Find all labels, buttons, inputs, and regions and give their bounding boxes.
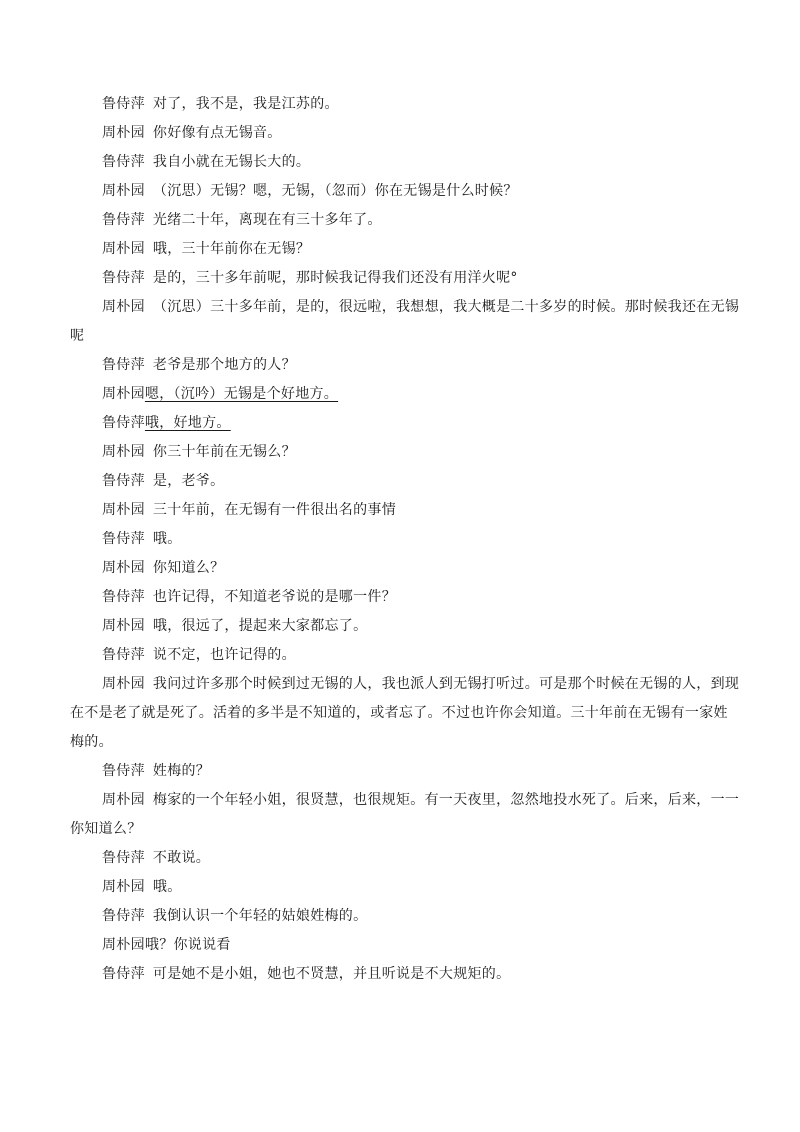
speaker-name: 周朴园 <box>102 676 145 692</box>
dialogue-text: 对了，我不是，我是江苏的。 <box>152 96 339 112</box>
dialogue-text: 哦？你说说看 <box>144 937 231 953</box>
dialogue-text: 我倒认识一个年轻的姑娘姓梅的。 <box>152 908 368 924</box>
speaker-name: 周朴园 <box>102 792 145 808</box>
dialogue-text-underlined: 哦，好地方。 <box>144 415 231 431</box>
dialogue-text: 我自小就在无锡长大的。 <box>152 154 311 170</box>
dialogue-text: 你好像有点无锡音。 <box>152 125 282 141</box>
speaker-name: 周朴园 <box>102 299 145 315</box>
dialogue-line <box>70 902 740 931</box>
dialogue-text: （沉思）三十多年前，是的，很远啦，我想想，我大概是二十多岁的时候。那时候我还在无锡呢 <box>70 299 740 344</box>
dialogue-text: 你三十年前在无锡么？ <box>152 444 296 460</box>
dialogue-line <box>70 583 740 612</box>
speaker-name: 鲁侍萍 <box>102 415 145 431</box>
dialogue-text: 也许记得，不知道老爷说的是哪一件？ <box>152 589 397 605</box>
speaker-name: 周朴园 <box>102 125 145 141</box>
dialogue-line <box>70 670 740 757</box>
speaker-name: 鲁侍萍 <box>102 966 145 982</box>
dialogue-line <box>70 554 740 583</box>
speaker-name: 鲁侍萍 <box>102 589 145 605</box>
dialogue-text: 老爷是那个地方的人？ <box>152 357 296 373</box>
speaker-name: 鲁侍萍 <box>102 850 145 866</box>
speaker-name: 鲁侍萍 <box>102 647 145 663</box>
dialogue-line <box>70 786 740 844</box>
dialogue-line <box>70 177 740 206</box>
speaker-name: 周朴园 <box>102 937 145 953</box>
speaker-name: 周朴园 <box>102 879 145 895</box>
dialogue-line <box>70 931 740 960</box>
speaker-name: 鲁侍萍 <box>102 763 145 779</box>
dialogue-text: 说不定，也许记得的。 <box>152 647 296 663</box>
dialogue-text: 三十年前，在无锡有一件很出名的事情 <box>152 502 397 518</box>
dialogue-line <box>70 380 740 409</box>
dialogue-text: 哦。 <box>152 531 182 547</box>
speaker-name: 鲁侍萍 <box>102 908 145 924</box>
dialogue-text: （沉思）无锡？嗯，无锡，（忽而）你在无锡是什么时候？ <box>152 183 518 199</box>
dialogue-line <box>70 206 740 235</box>
dialogue-line <box>70 873 740 902</box>
speaker-name: 鲁侍萍 <box>102 357 145 373</box>
dialogue-text: 你知道么？ <box>152 560 225 576</box>
dialogue-line <box>70 960 740 989</box>
speaker-name: 鲁侍萍 <box>102 154 145 170</box>
dialogue-line <box>70 119 740 148</box>
speaker-name: 周朴园 <box>102 241 145 257</box>
dialogue-line <box>70 351 740 380</box>
dialogue-line <box>70 264 740 293</box>
speaker-name: 鲁侍萍 <box>102 531 145 547</box>
dialogue-line <box>70 844 740 873</box>
speaker-name: 鲁侍萍 <box>102 473 145 489</box>
speaker-name: 周朴园 <box>102 618 145 634</box>
speaker-name: 周朴园 <box>102 502 145 518</box>
dialogue-line <box>70 148 740 177</box>
speaker-name: 鲁侍萍 <box>102 270 145 286</box>
speaker-name: 鲁侍萍 <box>102 96 145 112</box>
dialogue-text-underlined: 嗯，（沉吟）无锡是个好地方。 <box>144 386 339 402</box>
script-body <box>70 90 740 989</box>
dialogue-line <box>70 235 740 264</box>
speaker-name: 周朴园 <box>102 386 145 402</box>
dialogue-text: 是，老爷。 <box>152 473 225 489</box>
dialogue-line <box>70 612 740 641</box>
dialogue-line <box>70 641 740 670</box>
dialogue-line <box>70 467 740 496</box>
speaker-name: 周朴园 <box>102 183 145 199</box>
dialogue-text: 哦，很远了，提起来大家都忘了。 <box>152 618 368 634</box>
dialogue-line <box>70 293 740 351</box>
dialogue-line <box>70 496 740 525</box>
speaker-name: 周朴园 <box>102 444 145 460</box>
dialogue-text: 不敢说。 <box>152 850 211 866</box>
dialogue-text: 姓梅的？ <box>152 763 211 779</box>
dialogue-line <box>70 525 740 554</box>
dialogue-text: 哦。 <box>152 879 182 895</box>
dialogue-text: 可是她不是小姐，她也不贤慧，并且听说是不大规矩的。 <box>152 966 511 982</box>
dialogue-line <box>70 757 740 786</box>
dialogue-text: 光绪二十年，离现在有三十多年了。 <box>152 212 382 228</box>
dialogue-text: 我问过许多那个时候到过无锡的人，我也派人到无锡打听过。可是那个时候在无锡的人，到现在不是老了就是死了。活着的多半是不知道的，或者忘了。不过也许你会知道。三十年前在无锡有一家姓梅的。 <box>70 676 740 750</box>
dialogue-line <box>70 90 740 119</box>
speaker-name: 周朴园 <box>102 560 145 576</box>
dialogue-line <box>70 438 740 467</box>
speaker-name: 鲁侍萍 <box>102 212 145 228</box>
dialogue-line <box>70 409 740 438</box>
dialogue-text: 哦，三十年前你在无锡？ <box>152 241 311 257</box>
dialogue-text: 梅家的一个年轻小姐，很贤慧，也很规矩。有一天夜里，忽然地投水死了。后来，后来，一一你知道么？ <box>70 792 740 837</box>
dialogue-text: 是的，三十多年前呢，那时候我记得我们还没有用洋火呢° <box>152 270 518 286</box>
